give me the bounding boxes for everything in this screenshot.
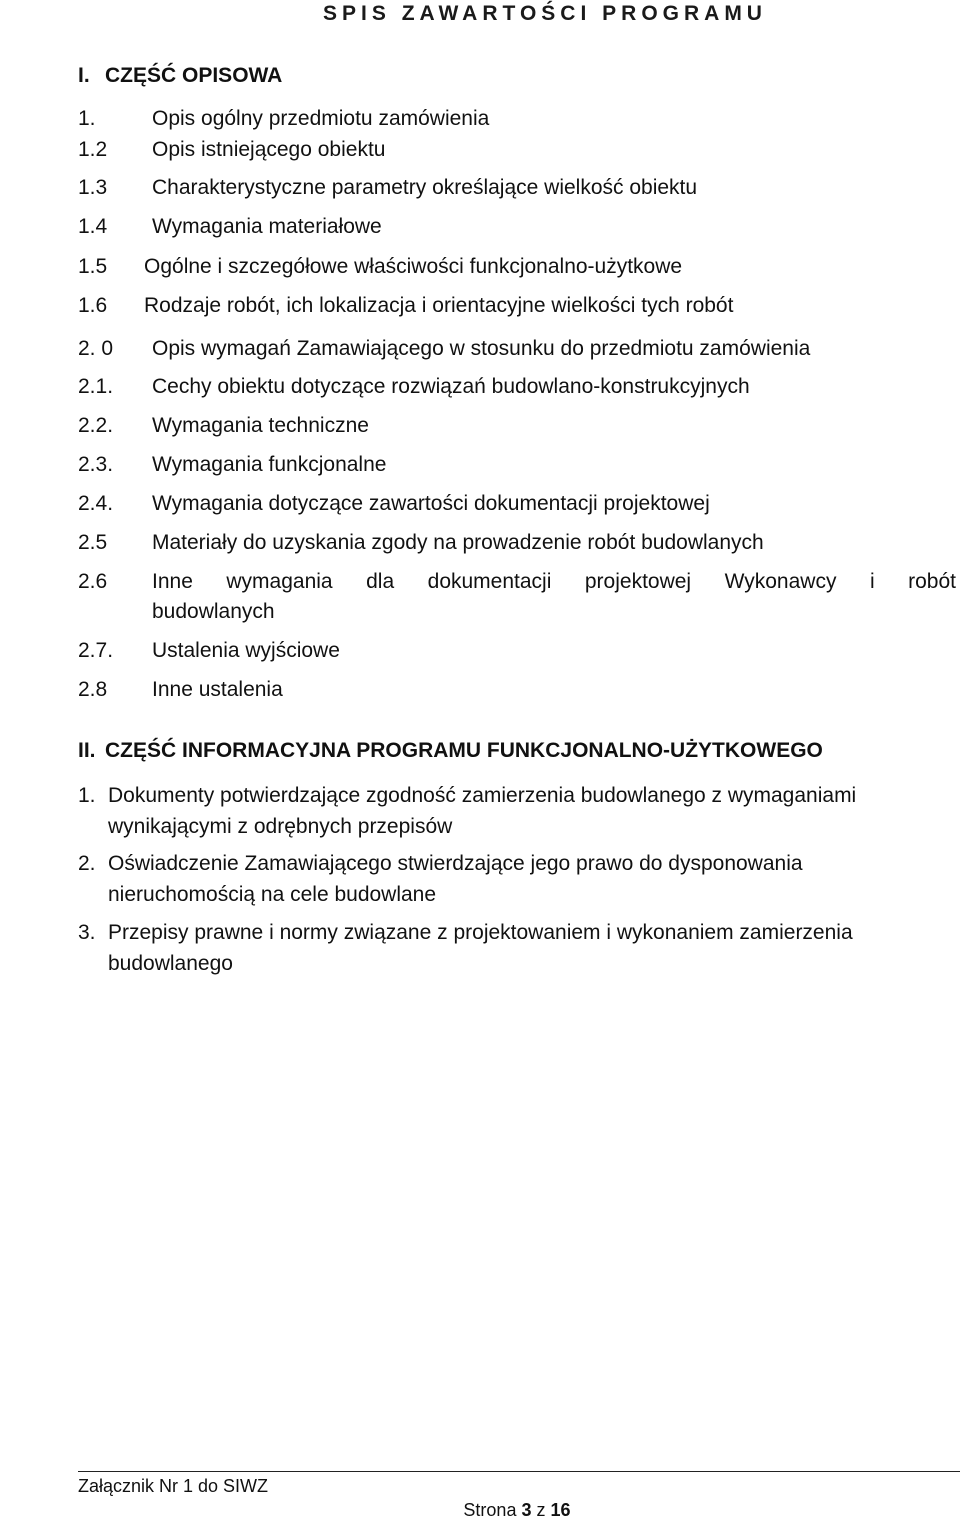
toc-item-number: 2.3. (78, 453, 114, 476)
toc-item-number: 2.8 (78, 678, 108, 701)
current-page: 3 (521, 1500, 532, 1520)
toc-item-number: 1.5 (78, 255, 108, 278)
toc-item (78, 173, 956, 203)
toc-item-text: Inne wymagania dla dokumentacji projektowej Wykonawcy i robót (152, 570, 956, 593)
toc-item-number: 2.4. (78, 492, 114, 515)
toc-item-text: Opis ogólny przedmiotu zamówienia (152, 107, 490, 130)
section-label: CZĘŚĆ OPISOWA (105, 64, 283, 87)
toc-item-text: Ustalenia wyjściowe (152, 639, 340, 662)
toc-item-continuation (78, 597, 956, 627)
footer-page-number: Strona 3 z 16 (463, 1500, 571, 1520)
toc-item (78, 372, 956, 402)
toc-item (78, 450, 956, 480)
toc-item-number: 2. 0 (78, 337, 114, 360)
document-title: SPIS ZAWARTOŚCI PROGRAMU (323, 2, 767, 25)
toc-item (78, 411, 956, 441)
toc-item-number: 1.3 (78, 176, 108, 199)
toc-item-text: Opis istniejącego obiektu (152, 138, 386, 161)
toc-item (78, 636, 956, 666)
toc-item-text: Wymagania materiałowe (152, 215, 382, 238)
section-number: II. (78, 739, 96, 762)
toc-item-text: Wymagania techniczne (152, 414, 369, 437)
toc-item (78, 212, 956, 242)
toc-item-text: budowlanych (152, 600, 275, 623)
toc-item (78, 252, 956, 282)
toc-item-number: 1. (78, 107, 96, 130)
footer-divider (78, 1471, 960, 1472)
list-item-number: 1. (78, 784, 96, 807)
toc-item (78, 291, 956, 321)
toc-item-number: 1.4 (78, 215, 108, 238)
toc-item-text: Materiały do uzyskania zgody na prowadzenie robót budowlanych (152, 531, 764, 554)
toc-item (78, 104, 956, 134)
toc-item-text: Wymagania dotyczące zawartości dokumentacji projektowej (152, 492, 710, 515)
toc-item-number: 2.2. (78, 414, 114, 437)
toc-item-text: Opis wymagań Zamawiającego w stosunku do przedmiotu zamówienia (152, 337, 811, 360)
section-number: I. (78, 64, 90, 87)
section-heading-part1 (78, 61, 282, 91)
list-item-text: nieruchomością na cele budowlane (108, 883, 437, 906)
toc-item-number: 1.6 (78, 294, 108, 317)
toc-item (78, 135, 956, 165)
section-label: CZĘŚĆ INFORMACYJNA PROGRAMU FUNKCJONALNO-UŻYTKOWEGO (105, 739, 823, 762)
list-item-text: Przepisy prawne i normy związane z projektowaniem i wykonaniem zamierzenia (108, 921, 853, 944)
footer-attachment-label: Załącznik Nr 1 do SIWZ (78, 1476, 269, 1496)
list-item-text: wynikającymi z odrębnych przepisów (108, 815, 453, 838)
list-item-number: 2. (78, 852, 96, 875)
list-item-number: 3. (78, 921, 96, 944)
toc-item-text: Cechy obiektu dotyczące rozwiązań budowlano-konstrukcyjnych (152, 375, 750, 398)
toc-item (78, 528, 956, 558)
toc-item-text: Ogólne i szczegółowe właściwości funkcjonalno-użytkowe (144, 255, 683, 278)
list-item-text: Oświadczenie Zamawiającego stwierdzające jego prawo do dysponowania (108, 852, 803, 875)
list-item (78, 780, 930, 842)
toc-item (78, 334, 956, 364)
toc-item-number: 2.6 (78, 570, 108, 593)
section-heading-part2 (78, 736, 823, 766)
toc-item-number: 2.7. (78, 639, 114, 662)
toc-item (78, 567, 956, 597)
total-pages: 16 (550, 1500, 571, 1520)
toc-item (78, 489, 956, 519)
list-item (78, 848, 930, 910)
toc-item-text: Inne ustalenia (152, 678, 283, 701)
toc-item-text: Charakterystyczne parametry określające wielkość obiektu (152, 176, 698, 199)
toc-item-text: Wymagania funkcjonalne (152, 453, 387, 476)
toc-item-text: Rodzaje robót, ich lokalizacja i orientacyjne wielkości tych robót (144, 294, 734, 317)
toc-item-number: 2.5 (78, 531, 108, 554)
list-item-text: Dokumenty potwierdzające zgodność zamierzenia budowlanego z wymaganiami (108, 784, 857, 807)
toc-item-number: 2.1. (78, 375, 114, 398)
toc-item-number: 1.2 (78, 138, 108, 161)
list-item-text: budowlanego (108, 952, 233, 975)
toc-item (78, 675, 956, 705)
list-item (78, 917, 930, 979)
